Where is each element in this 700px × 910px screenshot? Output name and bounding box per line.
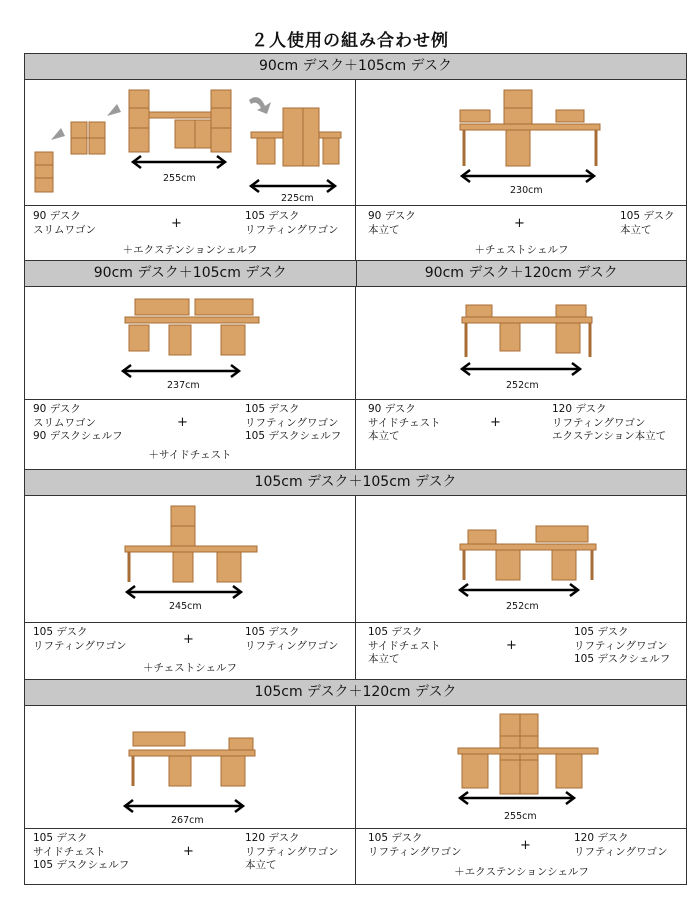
- page-title: ２人使用の組み合わせ例: [251, 31, 449, 51]
- right-items: 105 デスク リフティングワゴン 105 デスクシェルフ: [245, 403, 342, 442]
- extra-item: ＋サイドチェスト: [148, 449, 232, 461]
- width-label: 245cm: [169, 601, 202, 612]
- right-items: 105 デスク リフティングワゴン: [245, 210, 339, 236]
- desk-illustration: [25, 80, 355, 205]
- section-header: 90cm デスク＋120cm デスク: [356, 260, 687, 287]
- width-label: 255cm: [504, 811, 537, 822]
- width-label: 267cm: [171, 815, 204, 826]
- right-items: 105 デスク リフティングワゴン: [245, 626, 339, 652]
- width-label: 255cm: [163, 173, 196, 184]
- extra-item: ＋エクステンションシェルフ: [122, 244, 258, 256]
- combo-cell-5: [25, 496, 355, 679]
- width-label: 252cm: [506, 601, 539, 612]
- desk-illustration: [356, 80, 687, 205]
- right-items: 120 デスク リフティングワゴン 本立て: [245, 832, 339, 871]
- left-items: 90 デスク スリムワゴン 90 デスクシェルフ: [33, 403, 123, 442]
- plus-sign: +: [506, 638, 517, 653]
- section-header: 90cm デスク＋105cm デスク: [25, 260, 356, 287]
- plus-sign: +: [490, 415, 501, 430]
- right-items: 120 デスク リフティングワゴン エクステンション本立て: [552, 403, 667, 442]
- plus-sign: +: [183, 632, 194, 647]
- width-label: 237cm: [167, 380, 200, 391]
- combination-table: [24, 53, 687, 885]
- extra-item: ＋チェストシェルフ: [474, 244, 569, 256]
- combo-cell-4: [356, 287, 687, 469]
- plus-sign: +: [177, 415, 188, 430]
- desk-illustration: [25, 706, 355, 826]
- desk-illustration: [356, 287, 687, 399]
- combo-cell-6: [356, 496, 687, 679]
- desk-illustration: [25, 287, 355, 399]
- section-header: 105cm デスク＋105cm デスク: [25, 469, 686, 496]
- extra-item: ＋エクステンションシェルフ: [454, 866, 589, 878]
- right-items: 120 デスク リフティングワゴン: [574, 832, 668, 858]
- combo-cell-8: [356, 706, 687, 885]
- right-items: 105 デスク 本立て: [620, 210, 675, 236]
- left-items: 90 デスク 本立て: [368, 210, 416, 236]
- plus-sign: +: [171, 216, 182, 231]
- width-label: 225cm: [281, 193, 314, 204]
- combo-cell-3: [25, 287, 355, 469]
- section-header: 90cm デスク＋105cm デスク: [25, 53, 686, 80]
- width-label: 230cm: [510, 185, 543, 196]
- left-items: 105 デスク サイドチェスト 105 デスクシェルフ: [33, 832, 130, 871]
- left-items: 105 デスク サイドチェスト 本立て: [368, 626, 441, 665]
- left-items: 105 デスク リフティングワゴン: [33, 626, 127, 652]
- width-label: 252cm: [506, 380, 539, 391]
- desk-illustration: [356, 706, 687, 826]
- plus-sign: +: [514, 216, 525, 231]
- left-items: 105 デスク リフティングワゴン: [368, 832, 462, 858]
- section-header: 105cm デスク＋120cm デスク: [25, 679, 686, 706]
- plus-sign: +: [520, 838, 531, 853]
- desk-illustration: [356, 496, 687, 622]
- left-items: 90 デスク スリムワゴン: [33, 210, 96, 236]
- plus-sign: +: [183, 844, 194, 859]
- right-items: 105 デスク リフティングワゴン 105 デスクシェルフ: [574, 626, 671, 665]
- extra-item: ＋チェストシェルフ: [143, 662, 237, 674]
- desk-illustration: [25, 496, 355, 622]
- left-items: 90 デスク サイドチェスト 本立て: [368, 403, 441, 442]
- combo-cell-2: [356, 80, 687, 260]
- combo-cell-7: [25, 706, 355, 885]
- combo-cell-1: [25, 80, 355, 260]
